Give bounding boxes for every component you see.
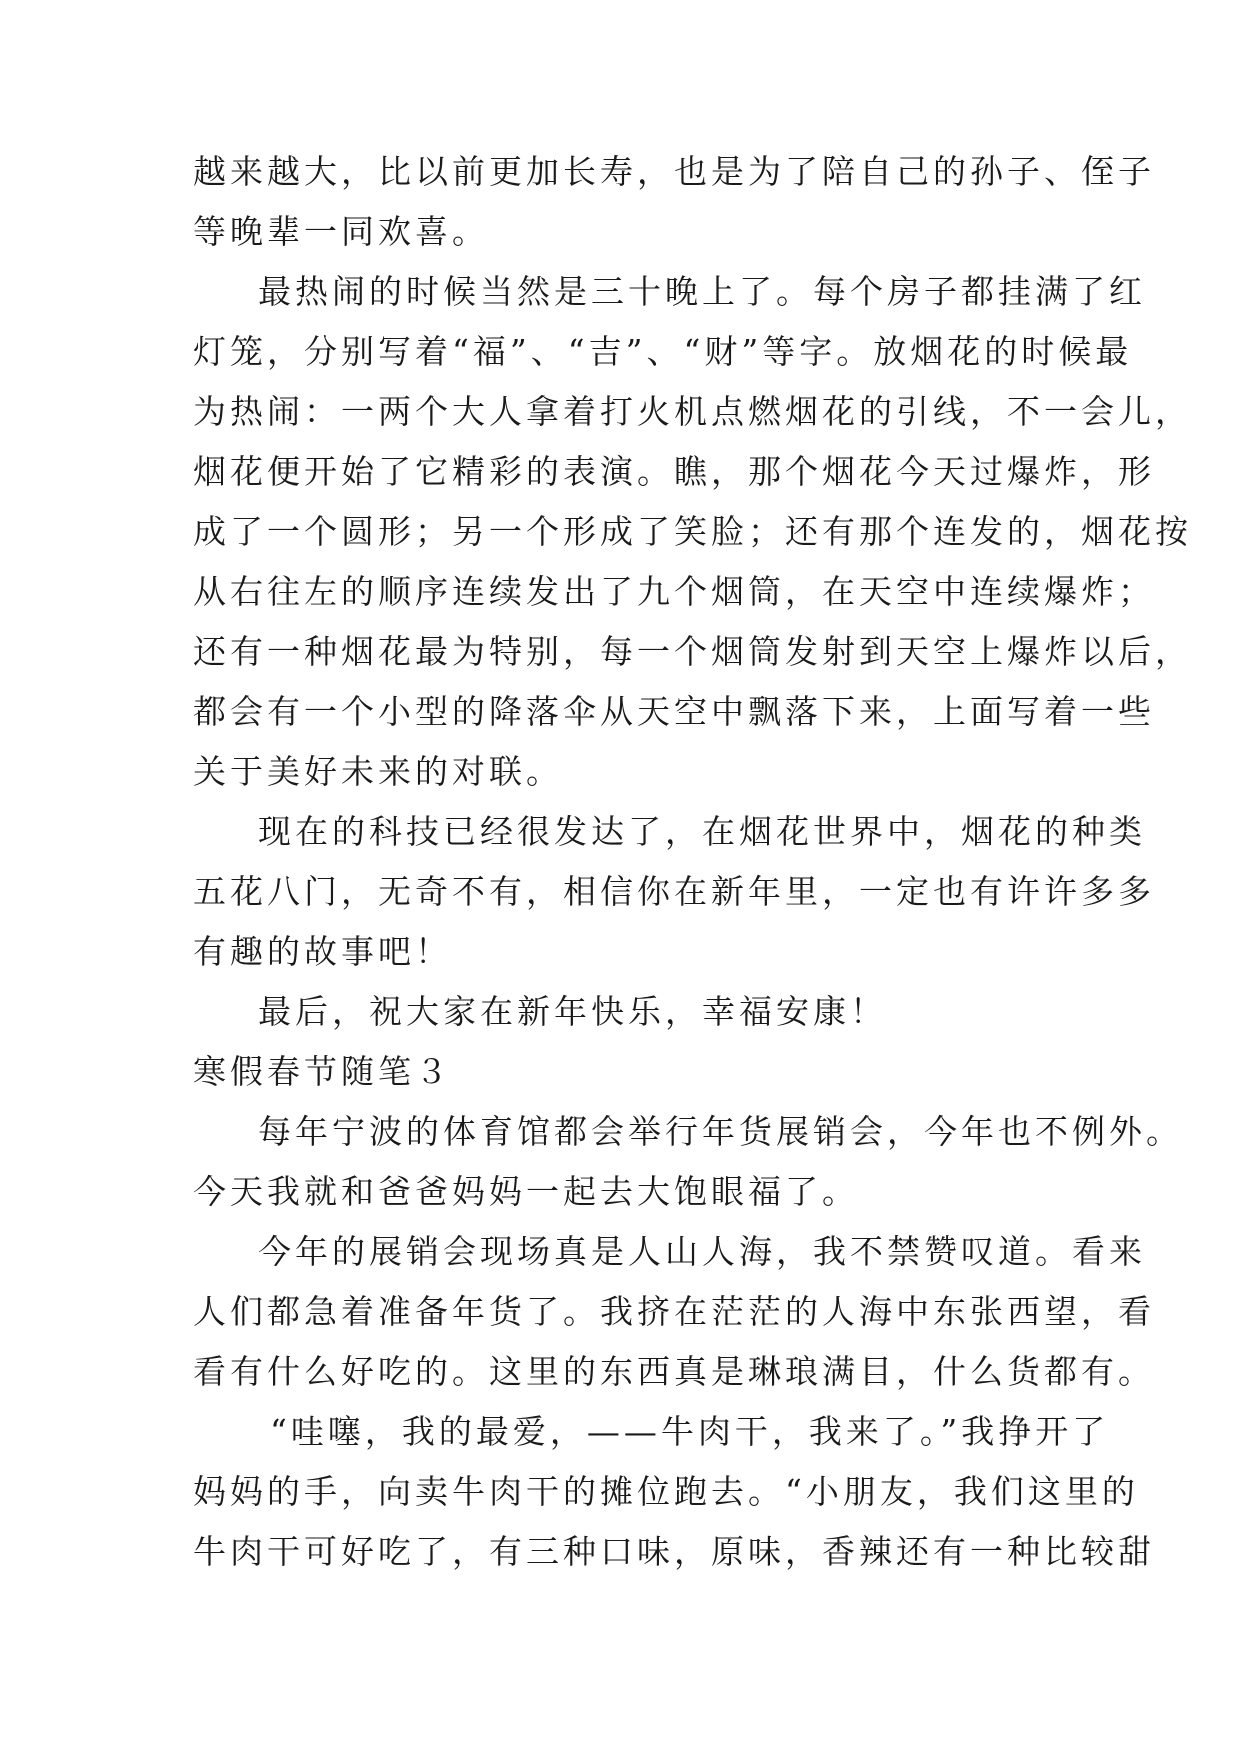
text-line: 烟花便开始了它精彩的表演。瞧，那个烟花今天过爆炸，形 — [193, 452, 1155, 491]
text-line: 等晚辈一同欢喜。 — [193, 212, 489, 251]
text-line: 成了一个圆形；另一个形成了笑脸；还有那个连发的，烟花按 — [193, 512, 1192, 551]
text-line: 人们都急着准备年货了。我挤在茫茫的人海中东张西望，看 — [193, 1292, 1155, 1331]
paragraph-start-line: 现在的科技已经很发达了，在烟花世界中，烟花的种类 — [258, 812, 1146, 851]
text-line: 妈妈的手，向卖牛肉干的摊位跑去。“小朋友，我们这里的 — [193, 1472, 1139, 1511]
paragraph-start-line: “哇噻，我的最爱，——牛肉干，我来了。”我挣开了 — [270, 1412, 1110, 1451]
paragraph-start-line: 每年宁波的体育馆都会举行年货展销会，今年也不例外。 — [258, 1112, 1183, 1151]
text-line: 今天我就和爸爸妈妈一起去大饱眼福了。 — [193, 1172, 859, 1211]
paragraph-start-line: 今年的展销会现场真是人山人海，我不禁赞叹道。看来 — [258, 1232, 1146, 1271]
text-line: 五花八门，无奇不有，相信你在新年里，一定也有许许多多 — [193, 872, 1155, 911]
text-line: 都会有一个小型的降落伞从天空中飘落下来，上面写着一些 — [193, 692, 1155, 731]
text-line: 灯笼，分别写着“福”、“吉”、“财”等字。放烟花的时候最 — [193, 332, 1133, 371]
text-line: 从右往左的顺序连续发出了九个烟筒，在天空中连续爆炸； — [193, 572, 1155, 611]
text-line: 还有一种烟花最为特别，每一个烟筒发射到天空上爆炸以后， — [193, 632, 1192, 671]
text-line: 牛肉干可好吃了，有三种口味，原味，香辣还有一种比较甜 — [193, 1532, 1155, 1571]
text-line: 为热闹：一两个大人拿着打火机点燃烟花的引线，不一会儿， — [193, 392, 1192, 431]
text-line: 越来越大，比以前更加长寿，也是为了陪自己的孙子、侄子 — [193, 152, 1155, 191]
text-line: 有趣的故事吧！ — [193, 932, 452, 971]
paragraph-start-line: 最后，祝大家在新年快乐，幸福安康！ — [258, 992, 887, 1031]
text-line: 关于美好未来的对联。 — [193, 752, 563, 791]
text-line: 看有什么好吃的。这里的东西真是琳琅满目，什么货都有。 — [193, 1352, 1155, 1391]
paragraph-start-line: 最热闹的时候当然是三十晚上了。每个房子都挂满了红 — [258, 272, 1146, 311]
section-heading: 寒假春节随笔３ — [193, 1052, 452, 1091]
